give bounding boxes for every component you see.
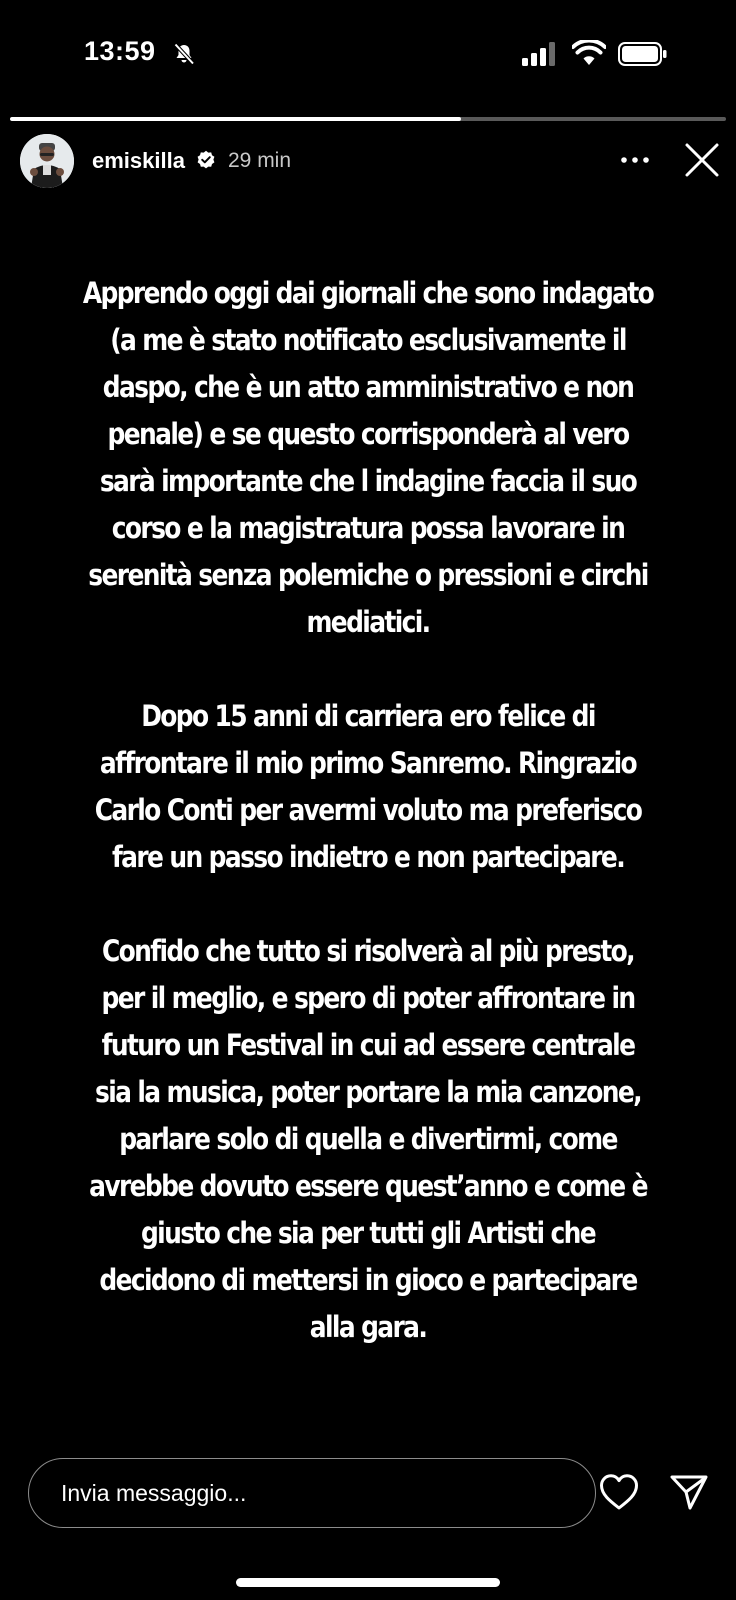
battery-icon <box>618 42 668 66</box>
story-username[interactable]: emiskilla <box>92 148 185 173</box>
avatar-image <box>20 134 74 188</box>
more-options-icon[interactable] <box>620 154 650 166</box>
message-input[interactable] <box>28 1458 596 1528</box>
status-time: 13:59 <box>84 36 156 66</box>
story-paragraph-1: Apprendo oggi dai giornali che sono indagato (a me è stato notificato esclusivamente il daspo, che è un atto amministrativo e non penale) e se questo corrisponderà al vero sarà importante che l indagine faccia il suo corso e la magistratura possa lavorare in serenità senza polemiche o pressioni e circhi mediatici. <box>82 276 654 639</box>
story-paragraph-2: Dopo 15 anni di carriera ero felice di affrontare il mio primo Sanremo. Ringrazio Carlo Conti per avermi voluto ma preferisco fare un passo indietro e non partecipare. <box>94 699 642 874</box>
close-icon[interactable] <box>684 142 720 178</box>
send-icon[interactable] <box>668 1472 710 1512</box>
verified-badge-icon <box>196 150 216 170</box>
wifi-icon <box>572 40 606 66</box>
story-paragraph-3: Confido che tutto si risolverà al più presto, per il meglio, e spero di poter affrontare in futuro un Festival in cui ad essere centrale sia la musica, poter portare la mia canzone, parlare solo di quella e divertirmi, come avrebbe dovuto essere quest’anno e come è giusto che sia per tutti gli Artisti che decidono di mettersi in gioco e partecipare alla gara. <box>89 934 647 1344</box>
story-progress-fill <box>10 117 461 121</box>
heart-icon[interactable] <box>598 1472 640 1512</box>
bell-slash-icon <box>172 42 196 66</box>
status-bar <box>0 0 736 108</box>
story-time-ago: 29 min <box>228 149 292 172</box>
home-indicator[interactable] <box>236 1578 500 1587</box>
avatar[interactable] <box>20 134 74 188</box>
cellular-signal-icon <box>522 42 558 66</box>
story-progress-bar <box>10 117 726 121</box>
story-text <box>82 270 653 1398</box>
